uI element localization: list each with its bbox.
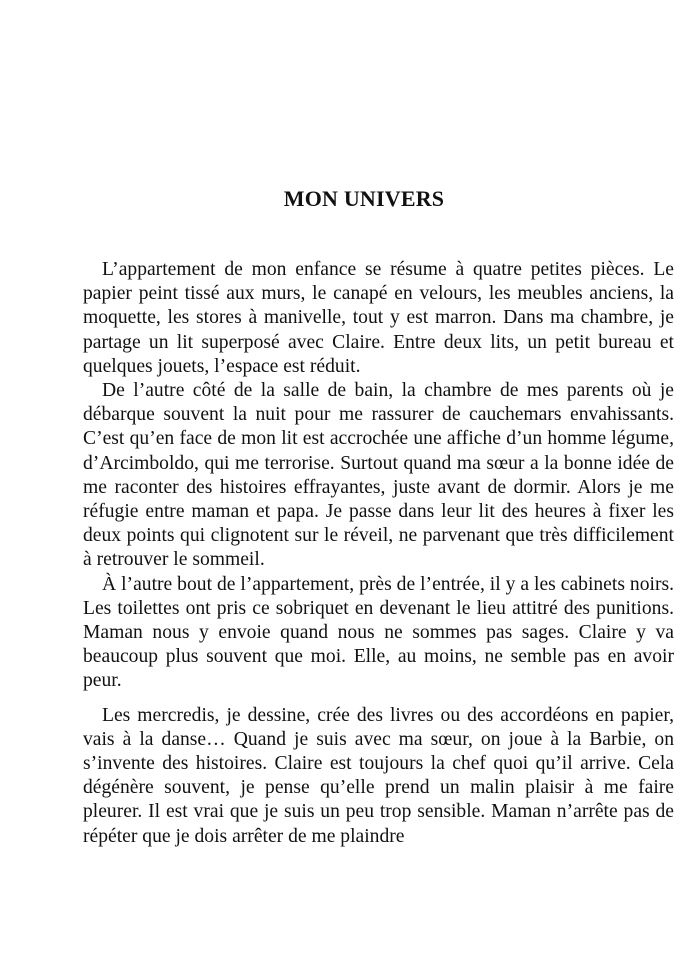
paragraph: De l’autre côté de la salle de bain, la chambre de mes parents où je débarque souvent la nuit pour me rassurer de cauchemars envahissants. C’est qu’en face de mon lit est accrochée une affiche d’un homme légume, d’Arcimboldo, qui me terrorise. Surtout quand ma sœur a la bonne idée de me raconter des histoires effrayantes, juste avant de dormir. Alors je me réfugie entre maman et papa. Je passe dans leur lit des heures à fixer les deux points qui clignotent sur le réveil, ne parvenant que très difficilement à retrouver le sommeil. — [83, 380, 674, 571]
paragraph: À l’autre bout de l’appartement, près de l’entrée, il y a les cabinets noirs. Les toilettes ont pris ce sobriquet en devenant le lieu attitré des punitions. Maman nous y envoie quand nous ne sommes pas sages. Claire y va beaucoup plus souvent que moi. Elle, au moins, ne semble pas en avoir peur. — [83, 573, 674, 692]
chapter-body — [83, 258, 674, 849]
paragraph: Les mercredis, je dessine, crée des livres ou des accordéons en papier, vais à la danse… Quand je suis avec ma sœur, on joue à la Barbie, on s’invente des histoires. Claire est toujours la chef quoi qu’il arrive. Cela dégénère souvent, je pense qu’elle prend un malin plaisir à me faire pleurer. Il est vrai que je suis un peu trop sensible. Maman n’arrête pas de répéter que je dois arrêter de me plaindre — [83, 704, 674, 847]
paragraph: L’appartement de mon enfance se résume à quatre petites pièces. Le papier peint tissé aux murs, le canapé en velours, les meubles anciens, la moquette, les stores à manivelle, tout y est marron. Dans ma chambre, je partage un lit superposé avec Claire. Entre deux lits, un petit bureau et quelques jouets, l’espace est réduit. — [83, 259, 674, 377]
chapter-title: MON UNIVERS — [283, 186, 445, 211]
